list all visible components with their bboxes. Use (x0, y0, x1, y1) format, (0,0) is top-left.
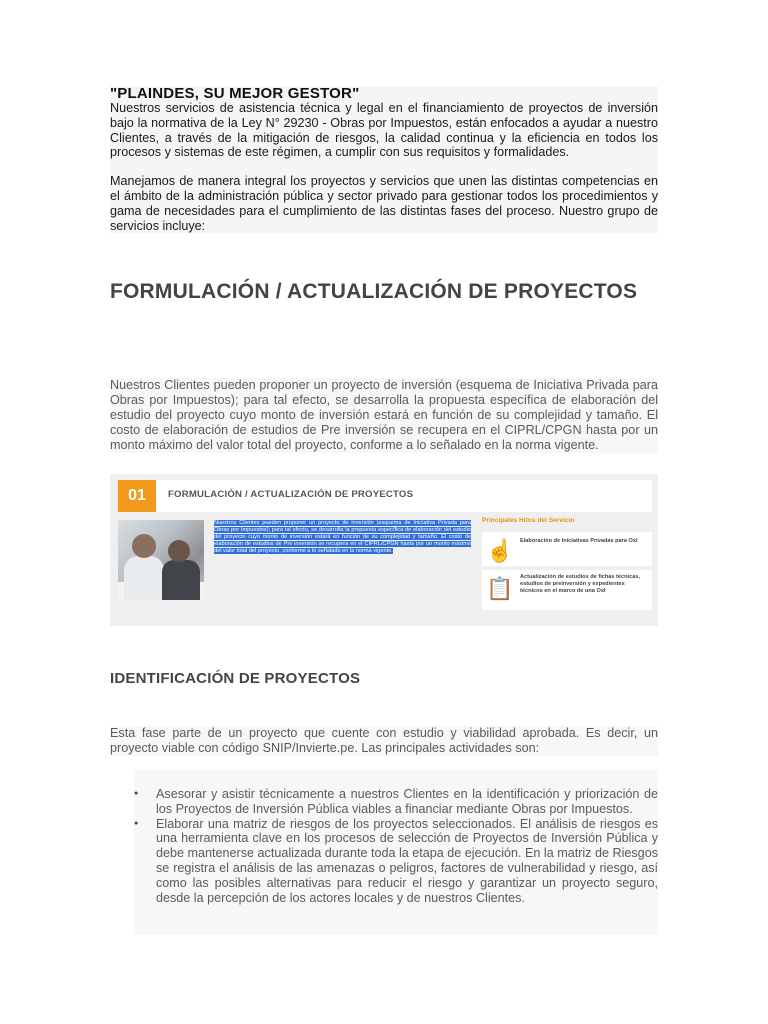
card-item-text: Elaboración de Iniciativas Privadas para OxI (520, 538, 638, 544)
card-title: FORMULACIÓN / ACTUALIZACIÓN DE PROYECTOS (168, 489, 414, 500)
card-item (482, 570, 652, 610)
identificacion-paragraph: Esta fase parte de un proyecto que cuente con estudio y viabilidad aprobada. Es decir, un proyecto viable con código SNIP/Invierte.pe. Las principales actividades son: (110, 726, 658, 755)
formulacion-heading: FORMULACIÓN / ACTUALIZACIÓN DE PROYECTOS (110, 280, 638, 303)
slogan: "PLAINDES, SU MEJOR GESTOR" (110, 85, 360, 102)
card-number: 01 (118, 480, 156, 512)
identificacion-heading: IDENTIFICACIÓN DE PROYECTOS (110, 670, 361, 687)
card-item-text: Actualización de estudios de fichas técnicas, estudios de preinversión y expedientes técnicos en el marco de una OxI (520, 574, 640, 594)
list-item: ● Elaborar una matriz de riesgos de los proyectos seleccionados. El análisis de riesgos es una herramienta clave en los procesos de selección de Proyectos de Inversión Pública y debe mantenerse actualizada durante toda la etapa de ejecución. En la matriz de Riesgos se registra el análisis de las amenazas o peligros, factores de vulnerabilidad y riesgo, así como las posibles alternativas para reducir el riesgo y garantizar un proyecto seguro, desde la percepción de los actores locales y de nuestros Clientes. (134, 817, 658, 906)
formulacion-paragraph: Nuestros Clientes pueden proponer un proyecto de inversión (esquema de Iniciativa Privada para Obras por Impuestos); para tal efecto, se desarrolla la propuesta específica de elaboración del estudio del proyecto cuyo monto de inversión estará en función de su complejidad y tamaño. El costo de elaboración de estudios de Pre inversión se recupera en el CIPRL/CPGN hasta por un monto máximo del valor total del proyecto, conforme a lo señalado en la norma vigente. (110, 378, 658, 452)
intro-paragraph-2: Manejamos de manera integral los proyectos y servicios que unen las distintas competencias en el ámbito de la administración pública y sector privado para gestionar todos los procedimientos y gama de necesidades para el cumplimiento de las distintas fases del proceso. Nuestro grupo de servicios incluye: (110, 174, 658, 233)
card-item (482, 532, 652, 566)
card-hitos-title: Principales Hitos del Servicio (482, 517, 575, 524)
touch-hand-icon: ☝ (486, 538, 514, 563)
intro-paragraph-1: Nuestros servicios de asistencia técnica y legal en el financiamiento de proyectos de inversión bajo la normativa de la Ley N° 29230 - Obras por Impuestos, están enfocados a ayudar a nuestro Clientes, a través de la mitigación de riesgos, la calidad continua y la eficiencia en todos los procesos y sistemas de este régimen, a cumplir con sus requisitos y formalidades. (110, 101, 658, 160)
service-card-image (110, 474, 658, 626)
card-highlighted-text: Nuestros Clientes pueden proponer un proyecto de inversión (esquema de Iniciativa Privada para Obras por Impuestos); para tal efecto, se desarrolla la propuesta específica de elaboración del estudio del proyecto cuyo monto de inversión estará en función de su complejidad y tamaño. El costo de elaboración de estudios de Pre inversión se recupera en el CIPRL/CPGN hasta por un monto máximo del valor total del proyecto, conforme a lo señalado en la norma vigente. (214, 520, 471, 555)
activities-list (134, 787, 658, 905)
intro-section (110, 86, 658, 233)
business-people-photo (118, 520, 204, 600)
list-item: ● Asesorar y asistir técnicamente a nuestros Clientes en la identificación y priorización de los Proyectos de Inversión Pública viables a financiar mediante Obras por Impuestos. (134, 787, 658, 817)
checklist-icon: 📋 (486, 576, 514, 601)
